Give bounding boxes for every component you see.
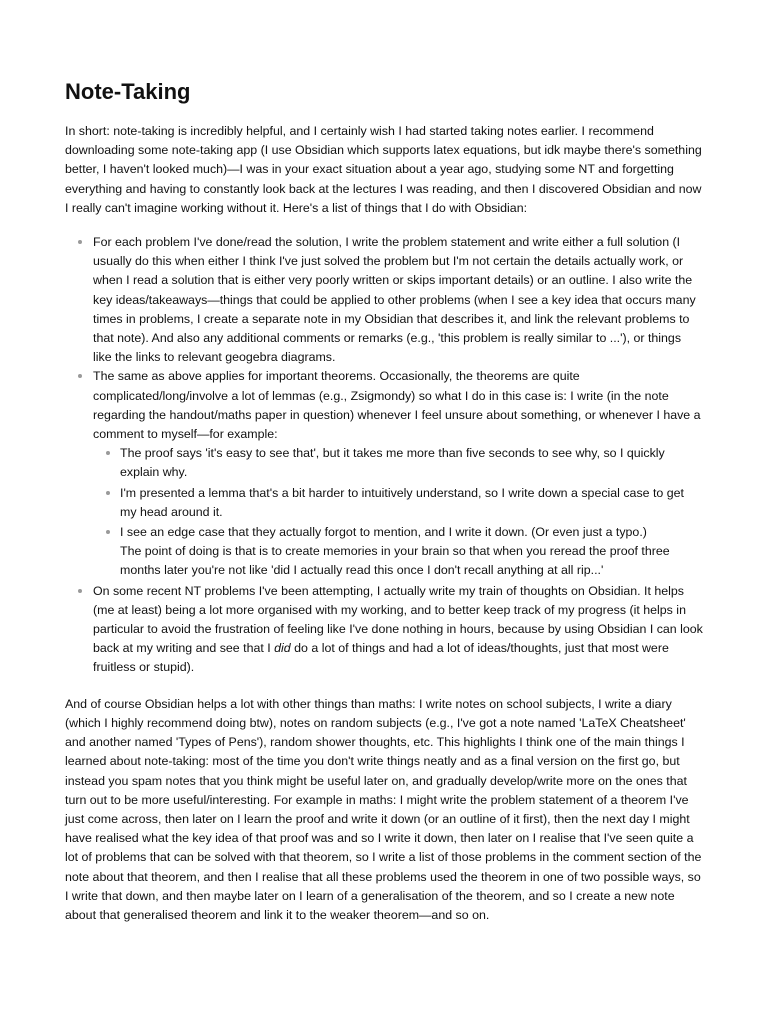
list-item <box>93 367 703 580</box>
sub-list-item <box>120 523 703 581</box>
intro-paragraph: In short: note-taking is incredibly helpful, and I certainly wish I had started taking notes earlier. I recommend downloading some note-taking app (I use Obsidian which supports latex equations, but idk maybe there's something better, I haven't looked much)—I was in your exact situation about a year ago, studying some NT and forgetting everything and having to constantly look back at the lectures I was reading, and then I discovered Obsidian and now I really can't imagine working without it. Here's a list of things that I do with Obsidian: <box>65 124 702 215</box>
list-item-text: For each problem I've done/read the solution, I write the problem statement and write either a full solution (I usually do this when either I think I've just solved the problem but I'm not certain the details actually work, or when I read a solution that is either very poorly written or skips important details) or an outline. I also write the key ideas/takeaways—things that could be applied to other problems (when I see a key idea that occurs many times in problems, I create a separate note in my Obsidian that describes it, and link the relevant problems to that note). And also any additional comments or remarks (e.g., 'this problem is really similar to ...'), or things like the links to relevant geogebra diagrams. <box>93 235 696 365</box>
sub-list-item-continuation: The point of doing is that is to create memories in your brain so that when you reread the proof three months later you're not like 'did I actually read this once I don't recall anything at all rip...' <box>120 544 670 578</box>
sub-list-item <box>120 484 703 522</box>
obsidian-uses-list <box>65 233 703 678</box>
sub-list-item-text: The proof says 'it's easy to see that', but it takes me more than five seconds to see why, so I quickly explain why. <box>120 446 665 480</box>
list-item-text-end: do a lot of things and had a lot of ideas/thoughts, just that most were fruitless or stupid). <box>93 641 669 675</box>
list-item-text: On some recent NT problems I've been attempting, I actually write my train of thoughts on Obsidian. It helps (me at least) being a lot more organised with my working, and to better keep track of my progress (it helps in particular to avoid the frustration of feeling like I've done nothing in hours, because by using Obsidian I can look back at my writing and see that I <box>93 583 703 656</box>
emphasis-text: did <box>274 641 291 656</box>
sub-list-item <box>120 444 703 482</box>
sub-list-item-text: I'm presented a lemma that's a bit harder to intuitively understand, so I write down a special case to get my head around it. <box>120 485 684 519</box>
examples-sublist <box>93 444 703 580</box>
list-item-text: The same as above applies for important theorems. Occasionally, the theorems are quite complicated/long/involve a lot of lemmas (e.g., Zsigmondy) so what I do in this case is: I write (in the note regarding the handout/maths paper in question) whenever I feel unsure about something, or whenever I have a comment to myself—for example: <box>93 369 701 442</box>
list-item <box>93 582 703 678</box>
page-title: Note-Taking <box>65 79 191 104</box>
list-item <box>93 233 703 367</box>
sub-list-item-text: I see an edge case that they actually forgot to mention, and I write it down. (Or even just a typo.) <box>120 525 647 540</box>
closing-paragraph: And of course Obsidian helps a lot with other things than maths: I write notes on school subjects, I write a diary (which I highly recommend doing btw), notes on random subjects (e.g., I've got a note named 'LaTeX Cheatsheet' and another named 'Types of Pens'), random shower thoughts, etc. This highlights I think one of the main things I learned about note-taking: most of the time you don't write things neatly and as a final version on the first go, but instead you spam notes that you think might be useful later on, and gradually develop/write more on the ones that turn out to be more useful/interesting. For example in maths: I might write the problem statement of a theorem I've just come across, then later on I learn the proof and write it down (or an outline of it first), then the next day I might have realised what the key idea of that proof was and so I write it down, then later on I realise that I've seen quite a lot of problems that can be solved with that theorem, so I write a list of those problems in the comment section of the note about that theorem, and then I realise that all these problems used the theorem in one of two possible ways, so I write that down, and then maybe later on I learn of a generalisation of the theorem, and so I create a new note about that generalised theorem and link it to the weaker theorem—and so on. <box>65 696 702 922</box>
